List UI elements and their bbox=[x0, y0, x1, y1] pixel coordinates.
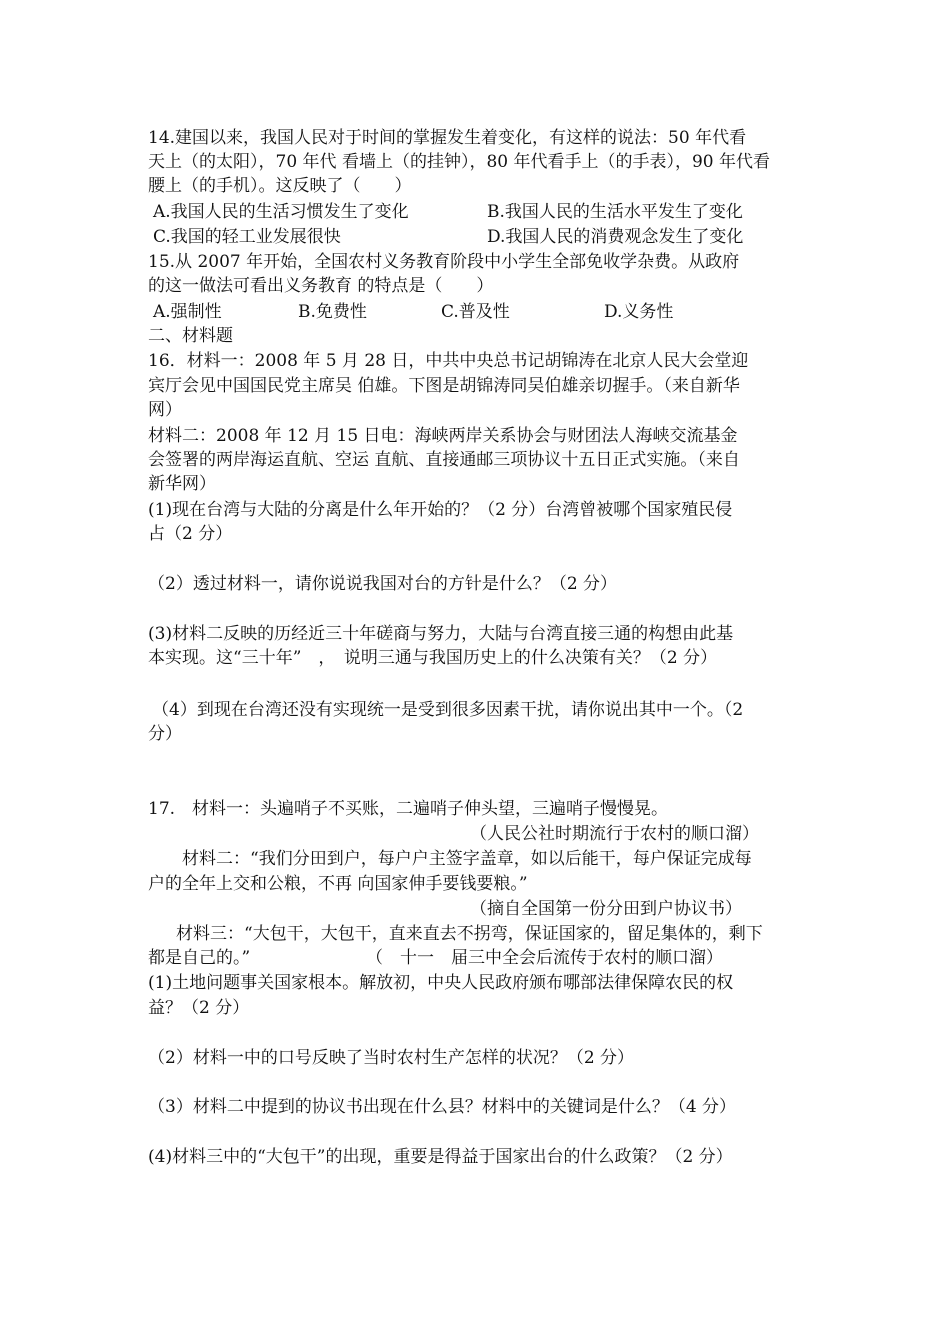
q14-line-3: 腰上（的手机）。这反映了（ ） bbox=[148, 176, 412, 196]
q15-option-b: B.免费性 bbox=[298, 302, 367, 322]
q15-line-1: 15.从 2007 年开始，全国农村义务教育阶段中小学生全部免收学杂费。从政府 bbox=[148, 252, 740, 272]
section-heading: 二、材料题 bbox=[148, 326, 233, 346]
q14-option-c: C.我国的轻工业发展很快 bbox=[153, 227, 341, 247]
q15-option-c: C.普及性 bbox=[441, 302, 510, 322]
q14-option-b: B.我国人民的生活水平发生了变化 bbox=[487, 202, 743, 222]
q17-sub2: （2）材料一中的口号反映了当时农村生产怎样的状况？（2 分） bbox=[148, 1048, 635, 1068]
q15-line-2: 的这一做法可看出义务教育 的特点是（ ） bbox=[148, 276, 494, 296]
q16-material2-line-1: 材料二：2008 年 12 月 15 日电：海峡两岸关系协会与财团法人海峡交流基金 bbox=[148, 426, 738, 446]
q15-option-d: D.义务性 bbox=[604, 302, 674, 322]
q14-line-2: 天上（的太阳），70 年代 看墙上（的挂钟），80 年代看手上（的手表），90 年代看 bbox=[148, 152, 771, 172]
q17-material2-line-2: 户的全年上交和公粮，不再 向国家伸手要钱要粮。” bbox=[148, 874, 528, 894]
q16-sub2: （2）透过材料一，请你说说我国对台的方针是什么？（2 分） bbox=[148, 574, 618, 594]
q16-material1-line-3: 网） bbox=[148, 400, 182, 420]
q16-material2-line-2: 会签署的两岸海运直航、空运 直航、直接通邮三项协议十五日正式实施。（来自 bbox=[148, 450, 740, 470]
q16-sub1-line-2: 占（2 分） bbox=[148, 524, 233, 544]
q16-material2-line-3: 新华网） bbox=[148, 474, 216, 494]
q16-sub3-line-2: 本实现。这“三十年” ， 说明三通与我国历史上的什么决策有关？（2 分） bbox=[148, 648, 718, 668]
q14-option-a: A.我国人民的生活习惯发生了变化 bbox=[153, 202, 409, 222]
q17-sub3: （3）材料二中提到的协议书出现在什么县？材料中的关键词是什么？（4 分） bbox=[148, 1097, 737, 1117]
q15-option-a: A.强制性 bbox=[153, 302, 222, 322]
q16-sub1-line-1: (1)现在台湾与大陆的分离是什么年开始的？（2 分）台湾曾被哪个国家殖民侵 bbox=[148, 500, 733, 520]
q17-material3-source: （ 十一 届三中全会后流传于农村的顺口溜） bbox=[366, 948, 723, 968]
q14-line-1: 14.建国以来，我国人民对于时间的掌握发生着变化，有这样的说法：50 年代看 bbox=[148, 128, 747, 148]
q14-option-d: D.我国人民的消费观念发生了变化 bbox=[487, 227, 744, 247]
q17-sub1-line-1: (1)土地问题事关国家根本。解放初，中央人民政府颁布哪部法律保障农民的权 bbox=[148, 973, 734, 993]
q17-sub1-line-2: 益？（2 分） bbox=[148, 998, 250, 1018]
q17-sub4: (4)材料三中的“大包干”的出现，重要是得益于国家出台的什么政策？（2 分） bbox=[148, 1147, 733, 1167]
q17-material2-source: （摘自全国第一份分田到户协议书） bbox=[470, 899, 742, 919]
q17-material3-line-2: 都是自己的。” bbox=[148, 948, 251, 968]
q16-material1-line-2: 宾厅会见中国国民党主席吴 伯雄。下图是胡锦涛同吴伯雄亲切握手。（来自新华 bbox=[148, 376, 740, 396]
q17-material1: 17. 材料一：头遍哨子不买账，二遍哨子伸头望，三遍哨子慢慢晃。 bbox=[148, 799, 669, 819]
q17-material3-line-1: 材料三：“大包干，大包干，直来直去不拐弯，保证国家的，留足集体的，剩下 bbox=[176, 924, 763, 944]
q16-sub4-line-1: （4）到现在台湾还没有实现统一是受到很多因素干扰，请你说出其中一个。（2 bbox=[152, 700, 744, 720]
q16-material1-line-1: 16．材料一：2008 年 5 月 28 日，中共中央总书记胡锦涛在北京人民大会堂迎 bbox=[148, 351, 749, 371]
q16-sub3-line-1: (3)材料二反映的历经近三十年磋商与努力，大陆与台湾直接三通的构想由此基 bbox=[148, 624, 734, 644]
q16-sub4-line-2: 分） bbox=[148, 724, 182, 744]
q17-material2-line-1: 材料二：“我们分田到户，每户户主签字盖章，如以后能干，每户保证完成每 bbox=[182, 849, 752, 869]
q17-material1-source: （人民公社时期流行于农村的顺口溜） bbox=[470, 824, 759, 844]
